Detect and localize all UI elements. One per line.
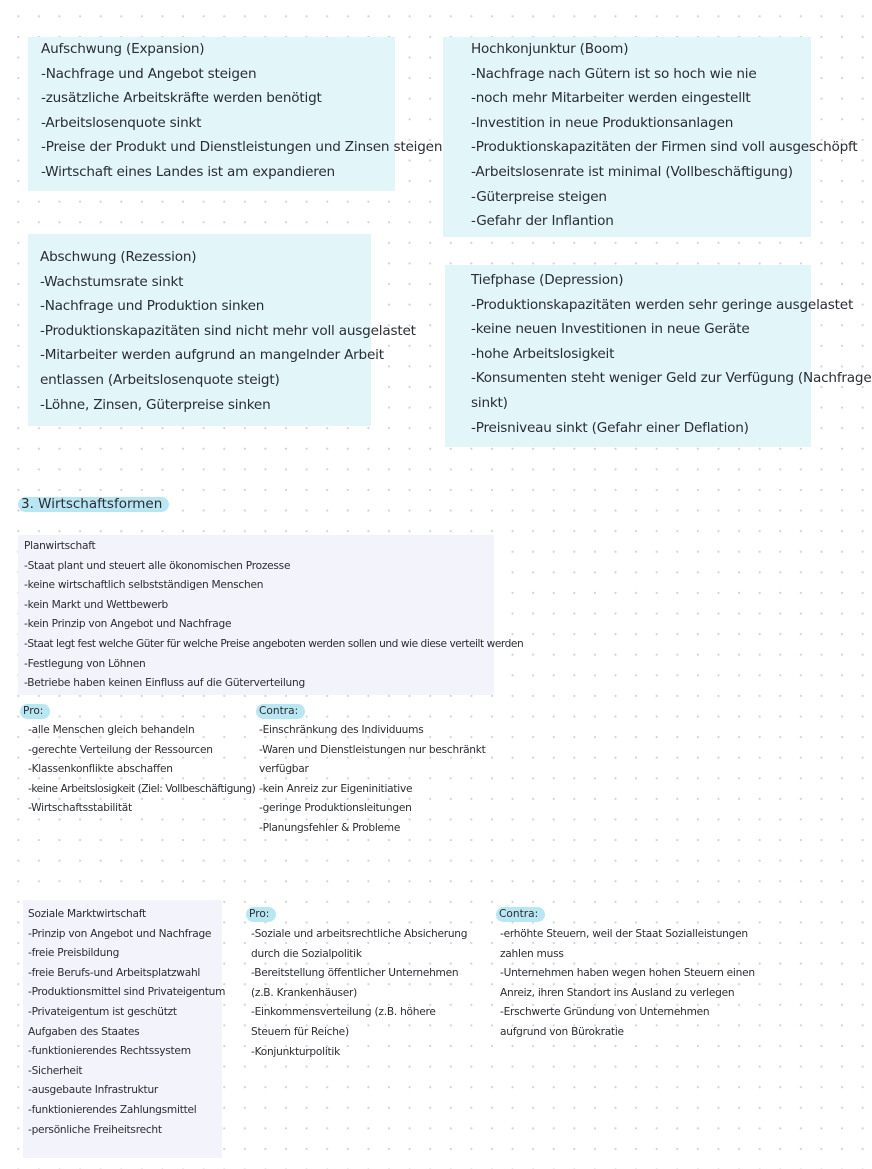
- list-item: zahlen muss: [500, 947, 564, 960]
- list-item: -Klassenkonflikte abschaffen: [28, 763, 173, 776]
- list-item: -Investition in neue Produktionsanlagen: [471, 114, 734, 131]
- list-item: -persönliche Freiheitsrecht: [28, 1123, 162, 1136]
- social-contra-list: [500, 925, 790, 1043]
- list-item: durch die Sozialpolitik: [251, 947, 362, 960]
- planned-contra-list: [259, 721, 484, 839]
- expansion-title: Aufschwung (Expansion): [41, 41, 205, 57]
- list-item: -funktionierendes Rechtssystem: [28, 1045, 191, 1058]
- list-item: -Wirtschaftsstabilität: [28, 802, 132, 815]
- contra-label-text: Contra:: [256, 704, 305, 719]
- list-item: Steuern für Reiche): [251, 1025, 349, 1038]
- list-item: -freie Berufs-und Arbeitsplatzwahl: [28, 966, 201, 979]
- section-heading: [18, 496, 169, 512]
- planned-pro-label: [20, 704, 50, 719]
- list-item: -Nachfrage und Angebot steigen: [41, 65, 257, 82]
- list-item: -Konsumenten steht weniger Geld zur Verfügung (Nachfrage: [471, 370, 872, 387]
- social-title: Soziale Marktwirtschaft: [28, 908, 146, 920]
- list-item: (z.B. Krankenhäuser): [251, 986, 358, 999]
- list-item: -zusätzliche Arbeitskräfte werden benötigt: [41, 90, 322, 107]
- section-heading-text: 3. Wirtschaftsformen: [18, 497, 169, 512]
- list-item: -Preise der Produkt und Dienstleistungen und Zinsen steigen: [41, 139, 443, 156]
- list-item: -Nachfrage nach Gütern ist so hoch wie nie: [471, 65, 757, 82]
- list-item: verfügbar: [259, 763, 309, 776]
- list-item: -Güterpreise steigen: [471, 188, 607, 205]
- planned-title: Planwirtschaft: [24, 540, 96, 552]
- list-item: -Löhne, Zinsen, Güterpreise sinken: [40, 396, 271, 413]
- list-item: -keine wirtschaftlich selbstständigen Menschen: [24, 579, 264, 592]
- planned-economy-box: [18, 535, 524, 695]
- boom-title: Hochkonjunktur (Boom): [471, 41, 629, 57]
- planned-contra-label: [256, 704, 305, 719]
- list-item: -Staat legt fest welche Güter für welche Preise angeboten werden sollen und wie diese verteilt werden: [24, 637, 524, 650]
- list-item: -ausgebaute Infrastruktur: [28, 1084, 159, 1097]
- list-item: -geringe Produktionsleitungen: [259, 802, 412, 815]
- social-market-box: [23, 900, 226, 1158]
- list-item: -kein Prinzip von Angebot und Nachfrage: [24, 618, 232, 631]
- list-item: -Produktionskapazitäten sind nicht mehr voll ausgelastet: [40, 322, 416, 339]
- list-item: -gerechte Verteilung der Ressourcen: [28, 743, 213, 756]
- pro-label-text: Pro:: [20, 704, 50, 719]
- boom-box: [443, 37, 858, 237]
- recession-box: [28, 234, 416, 426]
- social-pro-label: [246, 907, 276, 922]
- list-item: -kein Markt und Wettbewerb: [24, 598, 168, 611]
- list-item: -Festlegung von Löhnen: [24, 657, 146, 670]
- depression-title: Tiefphase (Depression): [471, 272, 624, 288]
- list-item: -Einschränkung des Individuums: [259, 724, 424, 736]
- pro-label-text: Pro:: [246, 907, 276, 922]
- list-item: aufgrund von Bürokratie: [500, 1025, 624, 1038]
- planned-pro-list: [28, 721, 256, 819]
- list-item: -Konjunkturpolitik: [251, 1045, 340, 1058]
- list-item: -Sicherheit: [28, 1064, 83, 1077]
- list-item: -Produktionskapazitäten werden sehr geringe ausgelastet: [471, 296, 854, 313]
- recession-title: Abschwung (Rezession): [40, 249, 197, 265]
- social-contra-label: [496, 907, 545, 922]
- list-item: -Arbeitslosenrate ist minimal (Vollbeschäftigung): [471, 163, 793, 180]
- list-item: -Gefahr der Inflantion: [471, 213, 614, 230]
- list-item: -hohe Arbeitslosigkeit: [471, 345, 615, 362]
- list-item: -Nachfrage und Produktion sinken: [40, 298, 265, 315]
- list-item: -Privateigentum ist geschützt: [28, 1005, 177, 1018]
- list-item: -funktionierendes Zahlungsmittel: [28, 1103, 197, 1116]
- list-item: -noch mehr Mitarbeiter werden eingestellt: [471, 90, 751, 107]
- list-item: -Waren und Dienstleistungen nur beschränkt: [259, 743, 486, 756]
- social-pro-list: [251, 925, 481, 1062]
- list-item: -Betriebe haben keinen Einfluss auf die Güterverteilung: [24, 677, 305, 690]
- list-item: -Erschwerte Gründung von Unternehmen: [500, 1006, 710, 1019]
- list-item: -Bereitstellung öffentlicher Unternehmen: [251, 967, 459, 980]
- list-item: -Prinzip von Angebot und Nachfrage: [28, 927, 212, 940]
- list-item: -kein Anreiz zur Eigeninitiative: [259, 782, 413, 795]
- list-item: -keine neuen Investitionen in neue Geräte: [471, 321, 750, 338]
- list-item: Aufgaben des Staates: [28, 1025, 140, 1038]
- list-item: -erhöhte Steuern, weil der Staat Sozialleistungen: [500, 928, 748, 940]
- list-item: -Einkommensverteilung (z.B. höhere: [251, 1006, 436, 1019]
- list-item: -Soziale und arbeitsrechtliche Absicherung: [251, 928, 468, 940]
- list-item: -Staat plant und steuert alle ökonomischen Prozesse: [24, 559, 291, 572]
- list-item: -freie Preisbildung: [28, 947, 120, 960]
- contra-label-text: Contra:: [496, 907, 545, 922]
- list-item: -Produktionskapazitäten der Firmen sind voll ausgeschöpft: [471, 139, 858, 156]
- list-item: -alle Menschen gleich behandeln: [28, 724, 195, 736]
- list-item: entlassen (Arbeitslosenquote steigt): [40, 371, 280, 388]
- expansion-box: [28, 37, 443, 191]
- list-item: -Wachstumsrate sinkt: [40, 273, 184, 290]
- list-item: sinkt): [471, 394, 508, 411]
- list-item: -Preisniveau sinkt (Gefahr einer Deflation): [471, 419, 749, 436]
- list-item: -keine Arbeitslosigkeit (Ziel: Vollbeschäftigung): [28, 782, 256, 795]
- list-item: -Planungsfehler & Probleme: [259, 821, 401, 834]
- list-item: -Mitarbeiter werden aufgrund an mangelnder Arbeit: [40, 347, 384, 364]
- list-item: -Wirtschaft eines Landes ist am expandieren: [41, 163, 335, 180]
- list-item: -Unternehmen haben wegen hohen Steuern einen: [500, 967, 755, 980]
- list-item: -Produktionsmittel sind Privateigentum: [28, 986, 226, 999]
- list-item: Anreiz, ihren Standort ins Ausland zu verlegen: [500, 986, 735, 999]
- depression-box: [445, 265, 872, 447]
- list-item: -Arbeitslosenquote sinkt: [41, 114, 202, 131]
